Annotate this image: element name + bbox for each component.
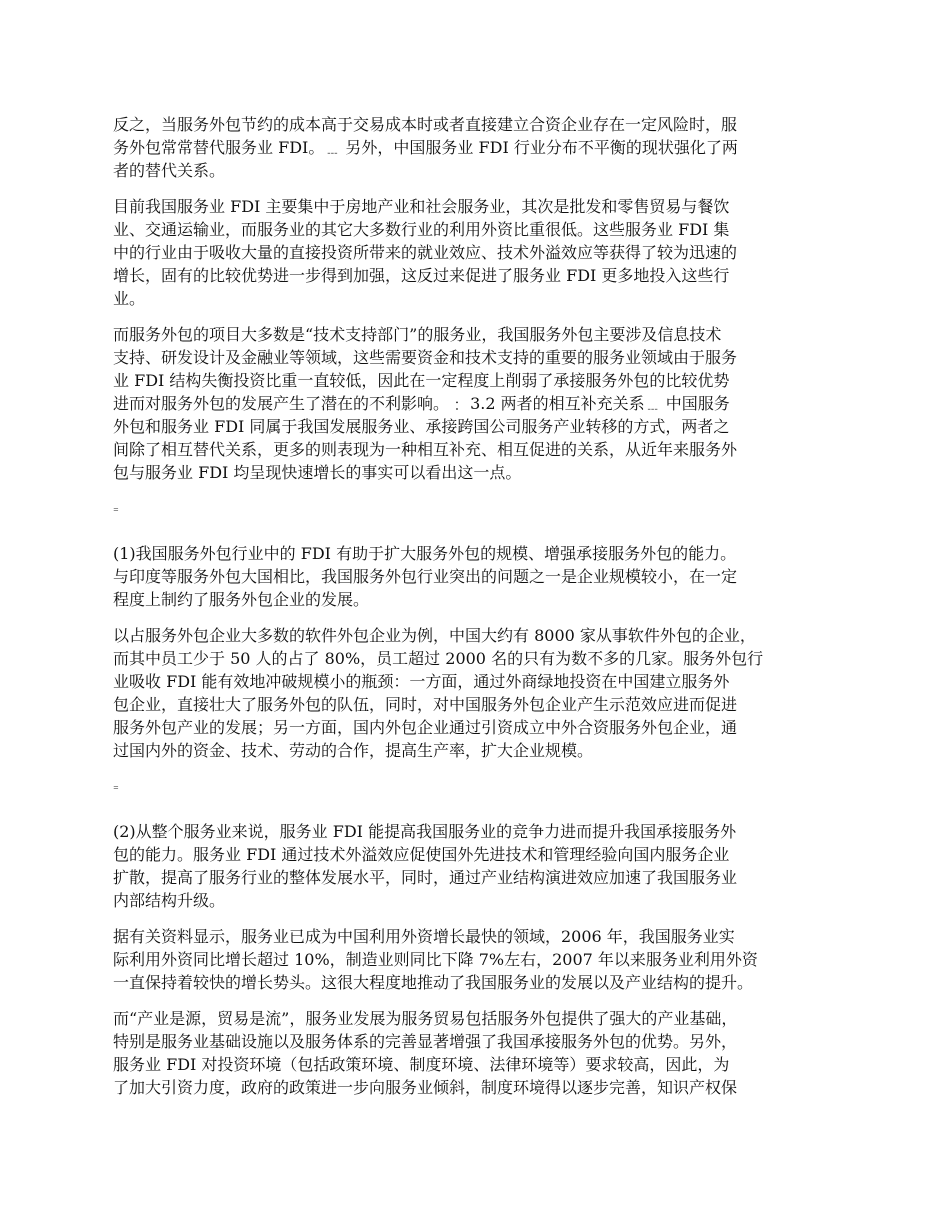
paragraph [113,1007,843,1099]
text-line: 内部结构升级。 [113,891,226,910]
text-line: 一直保持着较快的增长势头。这很大程度地推动了我国服务业的发展以及产业结构的提升。 [113,973,754,992]
paragraph [113,820,843,912]
paragraph [113,542,843,611]
text-line: 包与服务业 FDI 均呈现快速增长的事实可以看出这一点。 [113,463,522,482]
document-body [113,113,843,1112]
text-line: (2)从整个服务业来说，服务业 FDI 能提高我国服务业的竞争力进而提升我国承接服务外 [113,822,737,841]
text-line: 际利用外资同比增长超过 10%，制造业则同比下降 7%左右，2007 年以来服务业利用外资 [113,950,758,969]
text-line: 业。 [113,289,146,308]
paragraph [113,195,843,310]
section-mark: ⁼ [113,783,119,796]
text-line: 业吸收 FDI 能有效地冲破规模小的瓶颈：一方面，通过外商绿地投资在中国建立服务外 [113,672,730,691]
text-line: 以占服务外包企业大多数的软件外包企业为例，中国大约有 8000 家从事软件外包的企业， [113,626,756,645]
text-line: 服务外包产业的发展；另一方面，国内外包企业通过引资成立中外合资服务外包企业，通 [113,718,738,737]
text-line: 间除了相互替代关系，更多的则表现为一种相互补充、相互促进的关系，从近年来服务外 [113,440,738,459]
text-line: 而“产业是源，贸易是流”，服务业发展为服务贸易包括服务外包提供了强大的产业基础， [113,1009,738,1028]
text-line: 与印度等服务外包大国相比，我国服务外包行业突出的问题之一是企业规模较小，在一定 [113,567,738,586]
text-line: 支持、研发设计及金融业等领域，这些需要资金和技术支持的重要的服务业领域由于服务 [113,348,738,367]
paragraph [113,925,843,994]
text-line: 中的行业由于吸收大量的直接投资所带来的就业效应、技术外溢效应等获得了较为迅速的 [113,243,738,262]
text-line: 目前我国服务业 FDI 主要集中于房地产业和社会服务业，其次是批发和零售贸易与餐饮 [113,197,730,216]
paragraph [113,624,843,762]
text-line: 扩散，提高了服务行业的整体发展水平，同时，通过产业结构演进效应加速了我国服务业 [113,868,738,887]
text-line: 据有关资料显示，服务业已成为中国利用外资增长最快的领域，2006 年，我国服务业实 [113,927,735,946]
text-line: 包的能力。服务业 FDI 通过技术外溢效应促使国外先进技术和管理经验向国内服务企业 [113,845,730,864]
text-line: 增长，固有的比较优势进一步得到加强，这反过来促进了服务业 FDI 更多地投入这些行 [113,266,730,285]
text-line: 业 FDI 结构失衡投资比重一直较低，因此在一定程度上削弱了承接服务外包的比较优势 [113,371,730,390]
text-line: 进而对服务外包的发展产生了潜在的不利影响。﹕ 3.2 两者的相互补充关系﹍ 中国服务 [113,394,730,413]
paragraph [113,113,843,182]
text-line: 特别是服务业基础设施以及服务体系的完善显著增强了我国承接服务外包的优势。另外， [113,1032,738,1051]
text-line: 服务业 FDI 对投资环境（包括政策环境、制度环境、法律环境等）要求较高，因此，为 [113,1055,730,1074]
text-line: 者的替代关系。 [113,161,226,180]
text-line: 业、交通运输业，而服务业的其它大多数行业的利用外资比重很低。这些服务业 FDI 集 [113,220,730,239]
text-line: 而服务外包的项目大多数是“技术支持部门”的服务业，我国服务外包主要涉及信息技术 [113,325,722,344]
text-line: 过国内外的资金、技术、劳动的合作，提高生产率，扩大企业规模。 [113,741,594,760]
section-mark: ⁼ [113,505,119,518]
text-line: 了加大引资力度，政府的政策进一步向服务业倾斜，制度环境得以逐步完善，知识产权保 [113,1078,738,1097]
text-line: 包企业，直接壮大了服务外包的队伍，同时，对中国服务外包企业产生示范效应进而促进 [113,695,738,714]
text-line: (1)我国服务外包行业中的 FDI 有助于扩大服务外包的规模、增强承接服务外包的能力。 [113,544,737,563]
text-line: 程度上制约了服务外包企业的发展。 [113,590,370,609]
text-line: 反之，当服务外包节约的成本高于交易成本时或者直接建立合资企业存在一定风险时，服 [113,115,738,134]
text-line: 务外包常常替代服务业 FDI。﹍ 另外，中国服务业 FDI 行业分布不平衡的现状强化了两 [113,138,738,157]
text-line: 外包和服务业 FDI 同属于我国发展服务业、承接跨国公司服务产业转移的方式，两者之 [113,417,730,436]
paragraph [113,323,843,484]
text-line: 而其中员工少于 50 人的占了 80%，员工超过 2000 名的只有为数不多的几家。服务外包行 [113,649,764,668]
